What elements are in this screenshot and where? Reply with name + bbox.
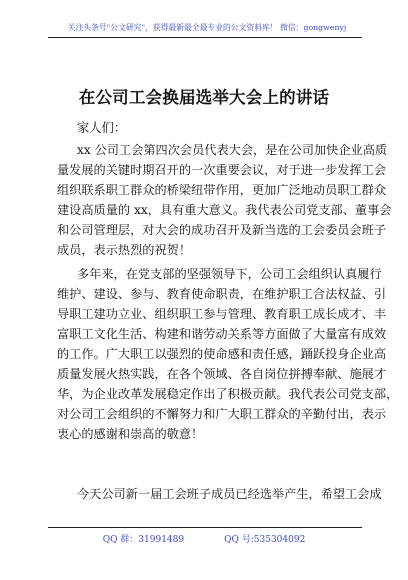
paragraph-line: 成员，表示热烈的祝贺！ (57, 243, 192, 257)
paragraph-1 (57, 140, 392, 260)
paragraph-line: 对公司工会组织的不懈努力和广大职工群众的辛勤付出，表示 (57, 407, 387, 421)
footer-qq-number: QQ 号:535304092 (224, 535, 306, 545)
paragraph-line: 导职工建功立业、组织职工参与管理、教育职工成长成才、丰 (57, 307, 387, 321)
paragraph-2 (57, 264, 399, 444)
paragraph-line: 多年来，在党支部的坚强领导下，公司工会组织认真履行 (77, 267, 382, 281)
page-header: 关注头条号"公文研究"，获得最新最全最专业的公文资料库！ 微信：gongwenyj (67, 23, 347, 32)
paragraph-line: 和公司管理层，对大会的成功召开及新当选的工会委员会班子 (57, 223, 387, 237)
paragraph-line: 富职工文化生活、构建和谐劳动关系等方面做了大量富有成效 (57, 327, 387, 341)
paragraph-3 (57, 484, 382, 504)
paragraph-line: 建设高质量的 xx，具有重大意义。我代表公司党支部、董事会 (57, 203, 392, 217)
footer-divider (48, 527, 362, 528)
footer-qq-group: QQ 群：31991489 (102, 535, 185, 545)
paragraph-line: 今天公司新一届工会班子成员已经选举产生，希望工会成 (77, 487, 382, 501)
paragraph-line: 的工作。广大职工以强烈的使命感和责任感，踊跃投身企业高 (57, 347, 387, 361)
paragraph-line: xx 公司工会第四次会员代表大会，是在公司加快企业高质 (77, 143, 388, 157)
document-title: 在公司工会换届选举大会上的讲话 (78, 88, 330, 107)
paragraph-line: 组织联系职工群众的桥梁纽带作用，更加广泛地动员职工群众 (57, 183, 387, 197)
paragraph-line: 维护、建设、参与、教育使命职责，在维护职工合法权益、引 (57, 287, 387, 301)
header-divider (48, 37, 362, 38)
paragraph-line: 质量发展火热实践，在各个领域、各自岗位拼搏奉献、施展才 (57, 367, 387, 381)
paragraph-line: 衷心的感谢和崇高的敬意！ (57, 427, 204, 441)
paragraph-line: 华，为企业改革发展稳定作出了积极贡献。我代表公司党支部， (57, 387, 399, 401)
greeting: 家人们： (77, 121, 127, 135)
page-footer (0, 532, 408, 545)
paragraph-line: 量发展的关键时期召开的一次重要会议，对于进一步发挥工会 (57, 163, 387, 177)
